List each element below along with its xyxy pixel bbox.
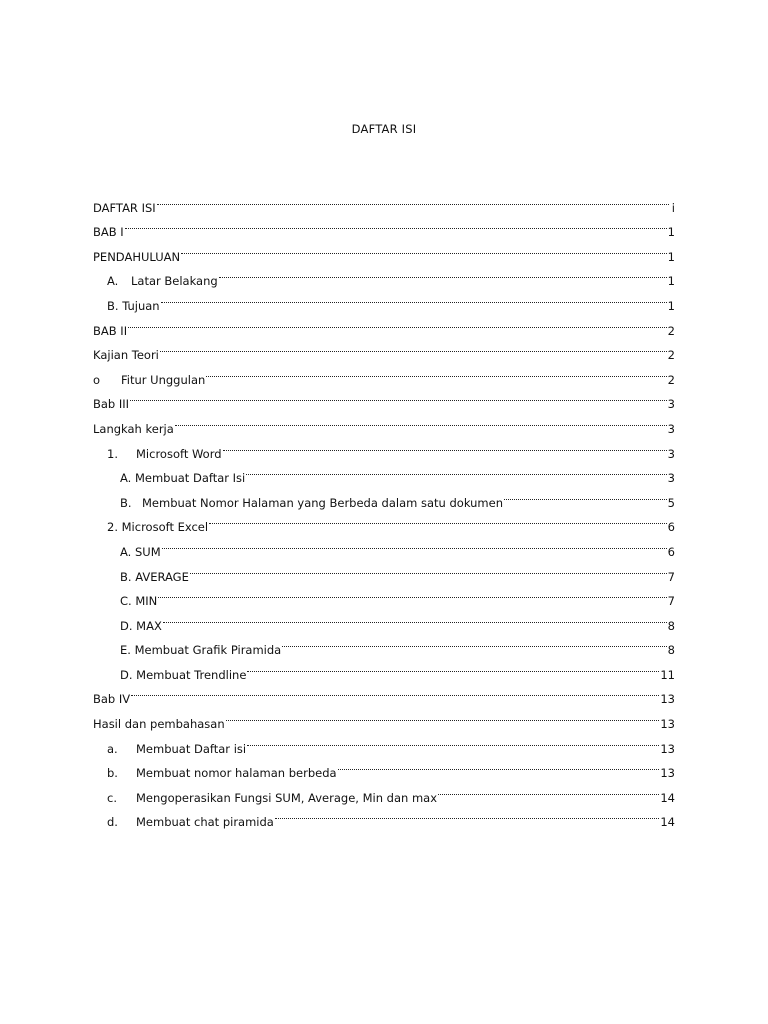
- toc-entry-page: 8: [667, 618, 675, 633]
- toc-entry-label: Kajian Teori: [93, 348, 159, 363]
- toc-dot-leader: [275, 802, 660, 827]
- toc-entry-label: Membuat Nomor Halaman yang Berbeda dalam satu dokumen: [142, 495, 503, 510]
- toc-dot-leader: [160, 335, 667, 360]
- toc-entry-page: 5: [667, 495, 675, 510]
- toc-entry: [93, 236, 675, 264]
- toc-entry-label: Microsoft Word: [136, 446, 222, 461]
- toc-entry-page: 1: [667, 298, 675, 313]
- toc-entry-label: Bab III: [93, 397, 130, 412]
- table-of-contents: [93, 187, 675, 830]
- toc-dot-leader: [219, 261, 667, 286]
- toc-entry-page: 14: [660, 815, 675, 830]
- toc-entry-label: PENDAHULUAN: [93, 249, 181, 264]
- toc-dot-leader: [190, 556, 667, 581]
- toc-entry-page: 13: [660, 766, 675, 781]
- toc-entry: [93, 654, 675, 682]
- toc-entry: [93, 310, 675, 338]
- toc-entry-label: Bab IV: [93, 692, 131, 707]
- toc-entry-label: B. AVERAGE: [120, 569, 189, 584]
- toc-entry: [93, 531, 675, 559]
- toc-entry-page: 13: [660, 692, 675, 707]
- toc-entry: [93, 212, 675, 240]
- toc-entry-number: 1.: [107, 446, 118, 461]
- toc-dot-leader: [226, 703, 660, 728]
- toc-entry-page: 14: [660, 790, 675, 805]
- toc-entry-label: Membuat Daftar isi: [136, 741, 247, 756]
- toc-entry-label: A. SUM: [120, 544, 161, 559]
- toc-entry-number: A.: [107, 274, 119, 289]
- toc-entry-label: Hasil dan pembahasan: [93, 717, 225, 732]
- toc-entry-page: 2: [667, 323, 675, 338]
- toc-entry-page: 13: [660, 717, 675, 732]
- toc-entry-page: 3: [667, 421, 675, 436]
- toc-entry-label: Mengoperasikan Fungsi SUM, Average, Min dan max: [136, 790, 438, 805]
- toc-entry-page: 8: [667, 643, 675, 658]
- toc-dot-leader: [161, 285, 667, 310]
- toc-entry-label: BAB I: [93, 225, 124, 240]
- toc-dot-leader: [504, 482, 667, 507]
- toc-entry-page: 2: [667, 348, 675, 363]
- toc-dot-leader: [163, 605, 667, 630]
- toc-entry: [93, 679, 675, 707]
- toc-entry-page: 6: [667, 544, 675, 559]
- toc-dot-leader: [157, 187, 669, 212]
- toc-entry-number: c.: [107, 790, 117, 805]
- toc-entry: [93, 802, 675, 830]
- toc-entry: [93, 285, 675, 313]
- toc-entry-number: b.: [107, 766, 118, 781]
- toc-dot-leader: [338, 753, 660, 778]
- toc-entry-page: 3: [667, 446, 675, 461]
- toc-entry-label: D. MAX: [120, 618, 162, 633]
- toc-entry: [93, 433, 675, 461]
- toc-entry: [93, 703, 675, 732]
- toc-entry-page: 3: [667, 471, 675, 486]
- toc-entry-page: 1: [667, 225, 675, 240]
- toc-dot-leader: [131, 679, 659, 704]
- toc-entry-label: E. Membuat Grafik Piramida: [120, 643, 282, 658]
- toc-entry-number: d.: [107, 815, 118, 830]
- toc-dot-leader: [162, 531, 667, 556]
- toc-entry: [93, 335, 675, 363]
- toc-entry-page: 3: [667, 397, 675, 412]
- toc-entry-label: Membuat chat piramida: [136, 815, 274, 830]
- toc-entry-page: 2: [667, 372, 675, 387]
- toc-entry: [93, 359, 675, 387]
- toc-entry-label: Membuat nomor halaman berbeda: [136, 766, 337, 781]
- toc-entry-page: i: [671, 200, 675, 215]
- toc-dot-leader: [247, 728, 659, 753]
- toc-entry-label: 2. Microsoft Excel: [107, 520, 209, 535]
- toc-entry-page: 1: [667, 249, 675, 264]
- toc-entry: [93, 384, 675, 412]
- toc-entry-label: A. Membuat Daftar Isi: [120, 471, 246, 486]
- toc-entry: [93, 187, 675, 215]
- toc-dot-leader: [130, 384, 667, 409]
- toc-dot-leader: [175, 408, 667, 433]
- toc-entry: [93, 556, 675, 584]
- toc-entry: [93, 408, 675, 436]
- toc-entry-page: 7: [667, 594, 675, 609]
- toc-entry-number: o: [93, 372, 101, 387]
- page-title: DAFTAR ISI: [351, 122, 417, 136]
- toc-dot-leader: [247, 654, 659, 679]
- toc-entry-label: BAB II: [93, 323, 128, 338]
- toc-entry: [93, 753, 675, 781]
- toc-entry-label: C. MIN: [120, 594, 158, 609]
- toc-entry-number: B.: [120, 495, 132, 510]
- toc-entry: [93, 458, 675, 486]
- toc-entry-label: Fitur Unggulan: [121, 372, 206, 387]
- toc-entry: [93, 261, 675, 289]
- toc-dot-leader: [158, 581, 666, 606]
- toc-dot-leader: [282, 630, 666, 655]
- toc-entry-page: 13: [660, 741, 675, 756]
- toc-entry: [93, 605, 675, 633]
- toc-dot-leader: [223, 433, 667, 458]
- toc-dot-leader: [206, 359, 666, 384]
- toc-dot-leader: [209, 507, 667, 532]
- toc-entry-label: B. Tujuan: [107, 298, 160, 313]
- toc-entry-label: D. Membuat Trendline: [120, 667, 247, 682]
- toc-dot-leader: [128, 310, 667, 335]
- toc-entry: [93, 581, 675, 609]
- toc-dot-leader: [181, 236, 667, 261]
- toc-entry: [93, 728, 675, 756]
- toc-entry-label: Langkah kerja: [93, 421, 174, 436]
- toc-dot-leader: [438, 777, 659, 802]
- toc-entry-number: a.: [107, 741, 118, 756]
- toc-entry-page: 7: [667, 569, 675, 584]
- toc-entry-label: Latar Belakang: [131, 274, 218, 289]
- toc-entry-page: 1: [667, 274, 675, 289]
- toc-entry-page: 6: [667, 520, 675, 535]
- toc-entry: [93, 777, 675, 805]
- toc-entry: [93, 630, 675, 658]
- toc-dot-leader: [125, 212, 667, 237]
- toc-entry-page: 11: [660, 667, 675, 682]
- toc-entry: [93, 507, 675, 535]
- toc-entry: [93, 482, 675, 510]
- toc-dot-leader: [246, 458, 666, 483]
- toc-entry-label: DAFTAR ISI: [93, 200, 156, 215]
